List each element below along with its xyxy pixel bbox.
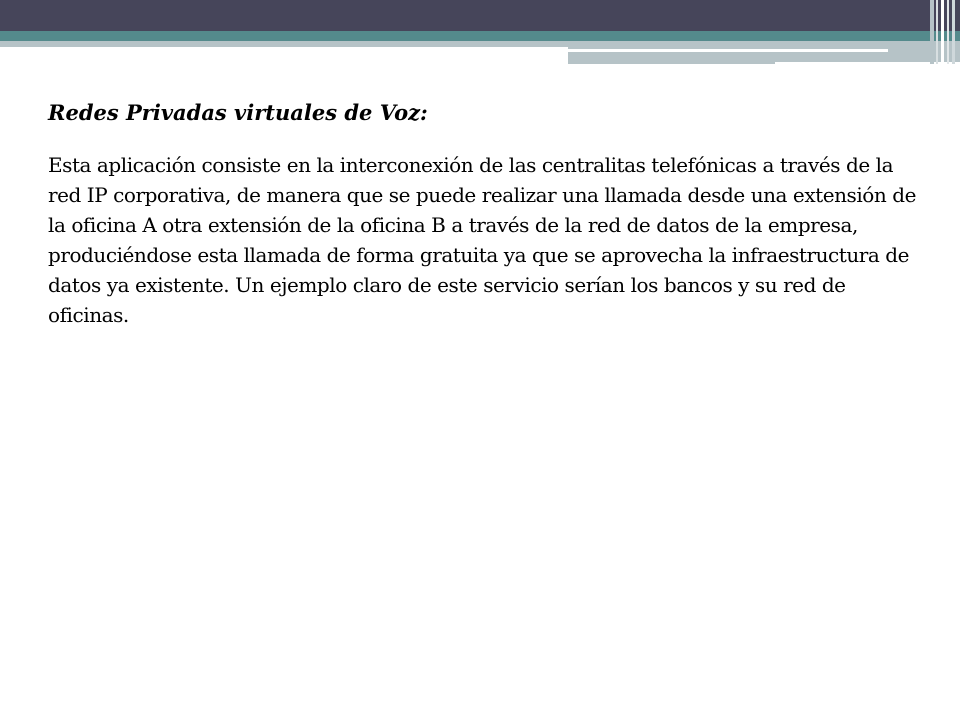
header-vertical-stripe: [930, 0, 934, 64]
slide-body-text: Esta aplicación consiste en la interconexión de las centralitas telefónicas a través de la red IP corporativa, de manera que se puede realizar una llamada desde una extensión de la oficina A otra extensión de la oficina B a través de la red de datos de la empresa, produciéndose esta llamada de forma gratuita ya que se aprovecha la infraestructura de datos ya existente. Un ejemplo claro de este servicio serían los bancos y su red de oficinas.: [48, 153, 916, 327]
header-vertical-stripe: [941, 0, 944, 64]
header-teal-band: [0, 31, 960, 41]
header-vertical-stripe: [947, 0, 949, 64]
header-vertical-stripe: [952, 0, 955, 64]
slide-title: Redes Privadas virtuales de Voz:: [48, 100, 428, 125]
header-white-line: [568, 49, 888, 52]
slide-content: [48, 98, 918, 330]
header-dark-band: [0, 0, 960, 31]
header-gray-band: [0, 41, 568, 47]
header-gray-step: [568, 41, 960, 49]
header-vertical-stripe: [936, 0, 938, 64]
